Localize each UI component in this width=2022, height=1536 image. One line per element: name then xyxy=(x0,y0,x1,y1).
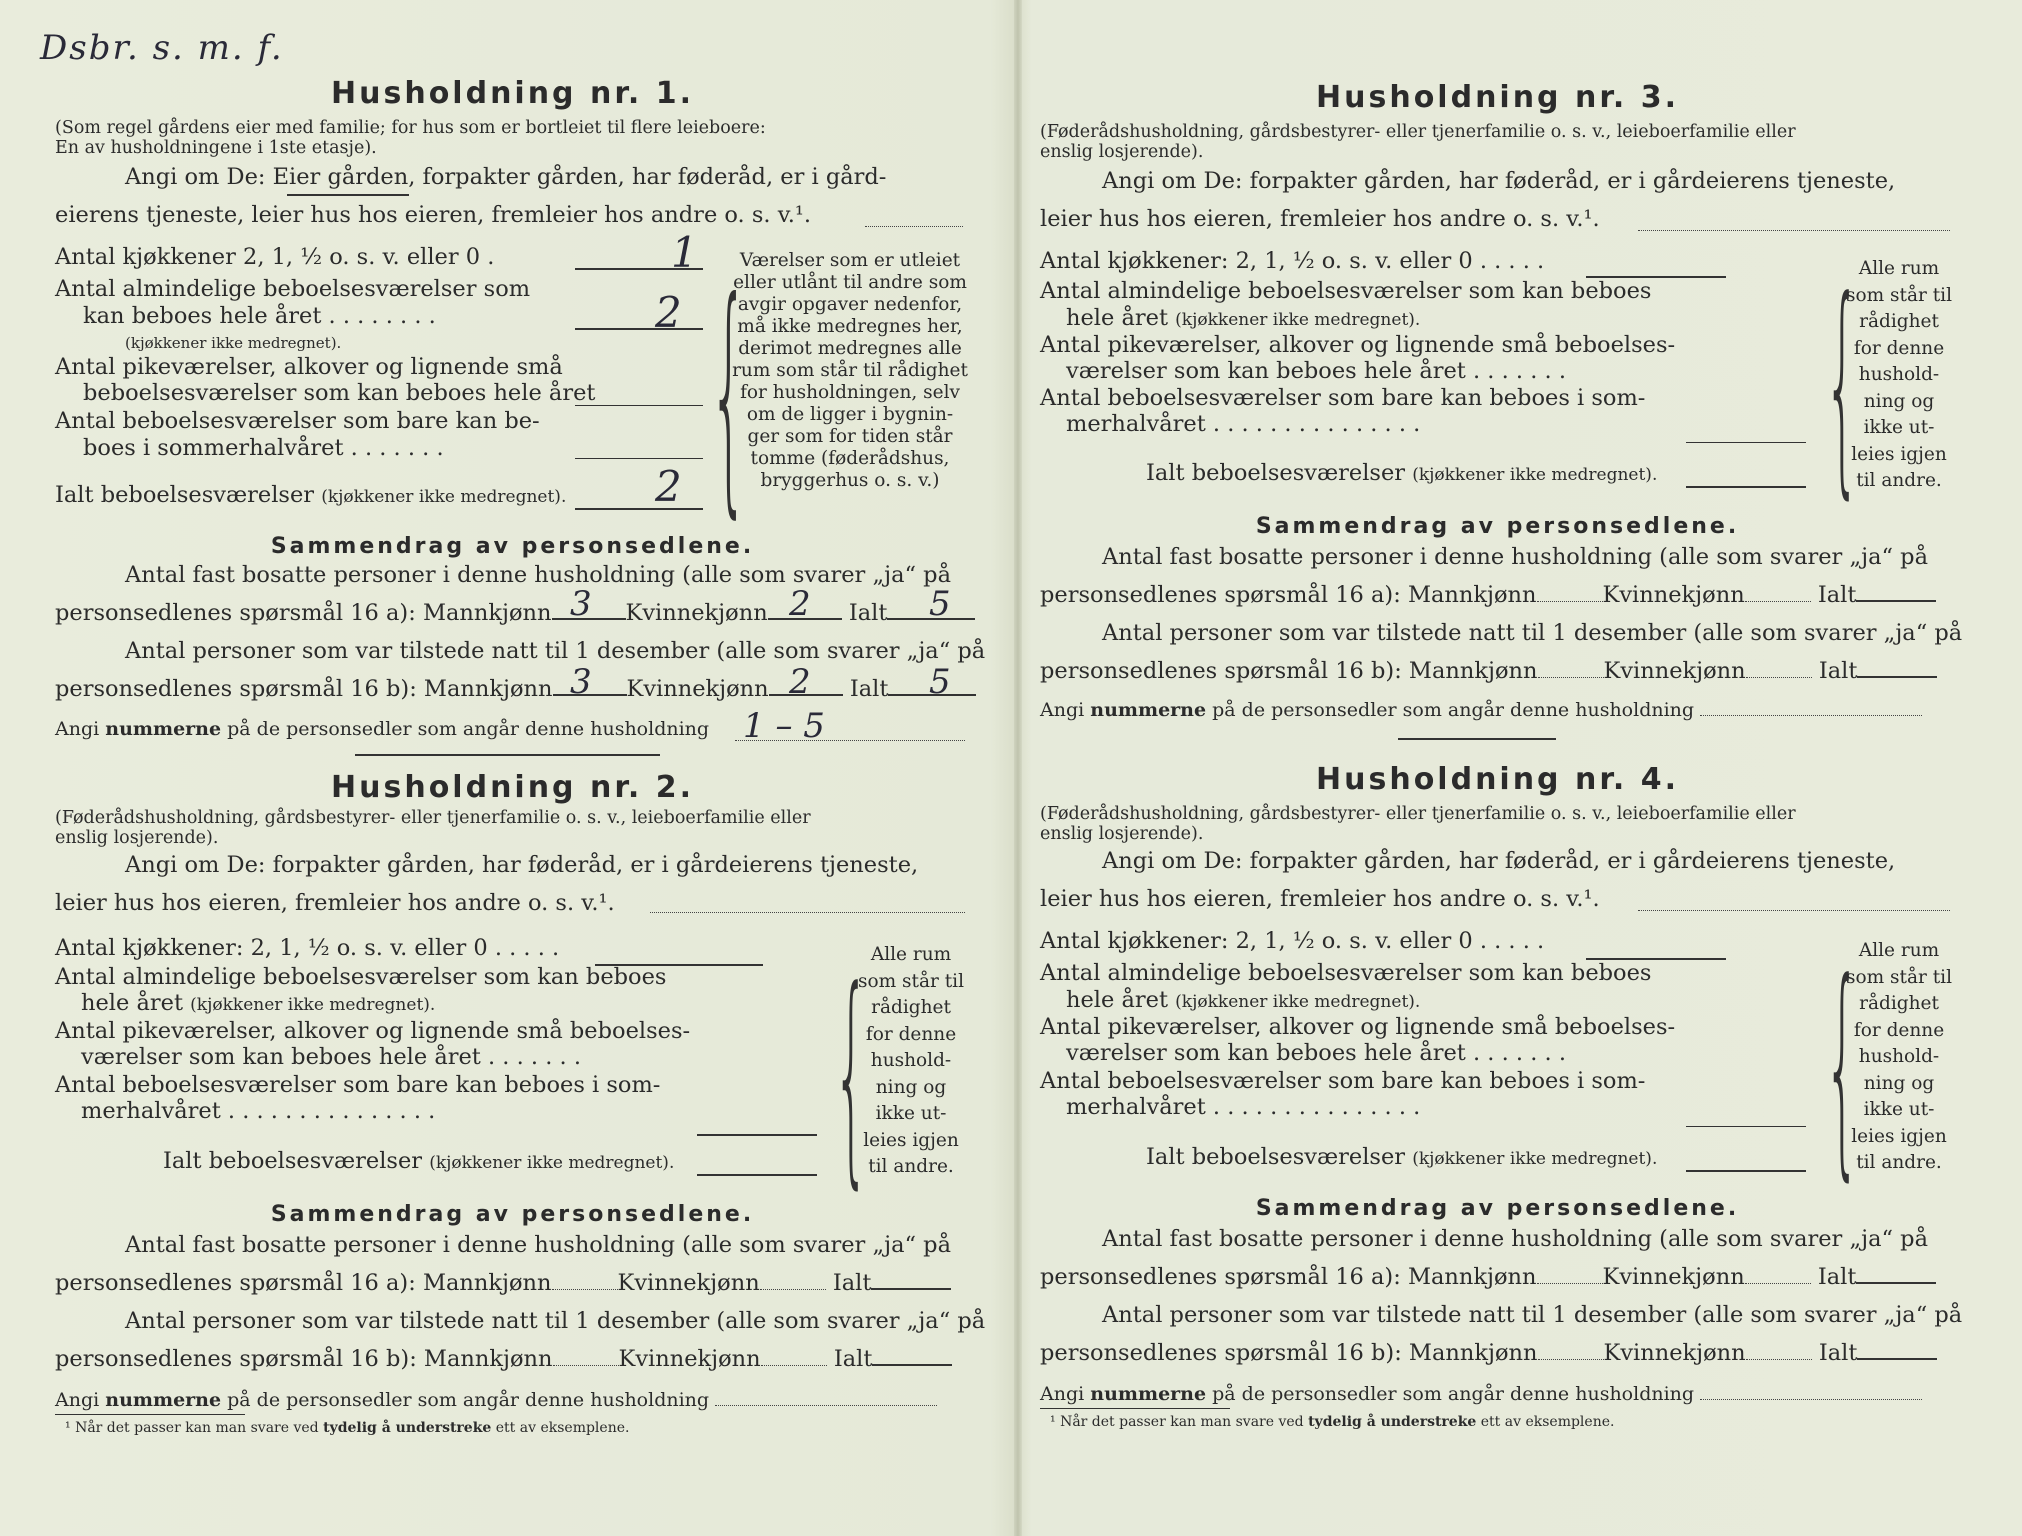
h4-ialt-label: Ialt beboelsesværelser xyxy=(1146,1144,1406,1170)
h2-nummer-row xyxy=(55,1388,937,1411)
h3-s2b-label: personsedlenes spørsmål 16 b): Mannkjønn xyxy=(1040,658,1538,684)
footnote-left xyxy=(65,1420,629,1436)
h4-side-note-line: som står til xyxy=(1846,966,1953,988)
h1-side-note-line: må ikke medregnes her, xyxy=(737,316,963,337)
h2-side-note-line: til andre. xyxy=(868,1156,954,1177)
h1-s1b-kvinne-label: Kvinnekjønn xyxy=(625,600,768,626)
h1-a-kvinne: 2 xyxy=(789,584,811,624)
h1-nummer-pre: Angi xyxy=(55,718,100,740)
h1-sommer-line[interactable] xyxy=(575,458,703,459)
h1-side-note-line: for husholdningen, selv xyxy=(740,382,960,403)
h4-s1b-kvinne-label: Kvinnekjønn xyxy=(1602,1264,1745,1290)
h3-s2a: Antal personer som var tilstede natt til 1 desember (alle som svarer „ja“ på xyxy=(1102,620,1963,646)
h3-rooms-label-b-row xyxy=(1040,305,1420,331)
h3-ialt-line[interactable] xyxy=(1686,486,1806,488)
h4-angi-line-2: leier hus hos eieren, fremleier hos andre o. s. v.¹. xyxy=(1040,886,1600,912)
h2-angi-line-1: Angi om De: forpakter gården, har føderåd, er i gårdeierens tjeneste, xyxy=(125,852,919,878)
h2-nummer-bold: nummerne xyxy=(105,1389,222,1411)
h3-rooms-note: (kjøkkener ikke medregnet). xyxy=(1175,310,1421,330)
h1-rooms-label-a: Antal almindelige beboelsesværelser som xyxy=(55,276,531,302)
h2-ialt-row xyxy=(163,1148,674,1174)
h3-s1a: Antal fast bosatte personer i denne husholdning (alle som svarer „ja“ på xyxy=(1102,544,1928,570)
right-page xyxy=(1040,0,1963,1536)
h2-rooms-label-b-row xyxy=(55,990,435,1016)
h3-brace: { xyxy=(1824,252,1861,519)
h1-side-note-line: rum som står til rådighet xyxy=(732,360,968,381)
h3-angi-line-2: leier hus hos eieren, fremleier hos andre o. s. v.¹. xyxy=(1040,206,1600,232)
h3-angi-answer-line[interactable] xyxy=(1638,230,1950,231)
h2-side-note-line: rådighet xyxy=(871,997,951,1018)
h3-pike-label-b: værelser som kan beboes hele året . . . . . . . xyxy=(1066,358,1566,384)
h1-s2b-label: personsedlenes spørsmål 16 b): Mannkjønn xyxy=(55,676,553,702)
h2-side-note-line: leies igjen xyxy=(863,1129,959,1151)
h3-side-note-line: som står til xyxy=(1846,284,1953,306)
h4-ialt-note: (kjøkkener ikke medregnet). xyxy=(1412,1149,1658,1169)
footnote-right-pre: ¹ Når det passer kan man svare ved xyxy=(1050,1414,1304,1430)
h2-rooms-label-a: Antal almindelige beboelsesværelser som kan beboes xyxy=(55,964,667,990)
h3-sommer-line[interactable] xyxy=(1686,442,1806,443)
h1-side-note-line: derimot medregnes alle xyxy=(738,338,962,359)
h4-s2b-ialt-label: Ialt xyxy=(1818,1340,1858,1366)
h2-side-note xyxy=(855,942,967,1181)
h3-rooms-label-b: hele året xyxy=(1066,305,1168,331)
h2-rooms-note: (kjøkkener ikke medregnet). xyxy=(190,995,436,1015)
h2-sommer-line[interactable] xyxy=(697,1134,817,1136)
h1-side-note-line: avgir opgaver nedenfor, xyxy=(737,294,963,315)
footnote-right-bold: tydelig å understreke xyxy=(1308,1414,1477,1430)
h4-ialt-line[interactable] xyxy=(1686,1170,1806,1172)
h2-pike-label-b: værelser som kan beboes hele året . . . . . . . xyxy=(81,1044,581,1070)
h1-side-note-line: ger som for tiden står xyxy=(747,426,953,447)
h3-sommer-label-b: merhalvåret . . . . . . . . . . . . . . . xyxy=(1066,411,1421,437)
h2-s2a: Antal personer som var tilstede natt til 1 desember (alle som svarer „ja“ på xyxy=(125,1308,986,1334)
h1-side-note-line: om de ligger i bygnin- xyxy=(746,404,954,425)
h1-pike-line[interactable] xyxy=(575,405,703,406)
h2-s2b-ialt-label: Ialt xyxy=(833,1346,873,1372)
h1-ialt-label: Ialt beboelsesværelser xyxy=(55,482,315,508)
h2-side-note-line: ikke ut- xyxy=(875,1103,947,1124)
h1-rooms-note: (kjøkkener ikke medregnet). xyxy=(125,334,342,352)
h1-side-note-line: Værelser som er utleiet xyxy=(739,250,961,271)
h4-side-note-line: leies igjen xyxy=(1851,1125,1947,1147)
h4-s2a: Antal personer som var tilstede natt til 1 desember (alle som svarer „ja“ på xyxy=(1102,1302,1963,1328)
h1-nummer-bold: nummerne xyxy=(105,718,222,740)
h2-side-note-line: for denne xyxy=(865,1023,957,1045)
h4-sommer-line[interactable] xyxy=(1686,1126,1806,1127)
h2-nummer-pre: Angi xyxy=(55,1389,100,1411)
h3-side-note xyxy=(1846,256,1952,495)
h1-note-2: En av husholdningene i 1ste etasje). xyxy=(55,138,377,158)
h3-side-note-line: til andre. xyxy=(1856,470,1942,491)
h1-pike-label-a: Antal pikeværelser, alkover og lignende små xyxy=(55,354,563,380)
h2-note-1: (Føderådshusholdning, gårdsbestyrer- eller tjenerfamilie o. s. v., leieboerfamilie eller xyxy=(55,808,811,828)
h3-ialt-row xyxy=(1146,460,1657,486)
h3-side-note-line: Alle rum xyxy=(1858,258,1940,279)
h4-nummer-post: på de personsedler som angår denne husholdning xyxy=(1212,1383,1695,1405)
footnote-rule-left xyxy=(55,1414,245,1415)
h2-s1b-ialt-label: Ialt xyxy=(832,1270,872,1296)
h4-note-2: enslig losjerende). xyxy=(1040,824,1204,844)
h1-rooms-value: 2 xyxy=(655,288,682,337)
h4-rooms-label-b-row xyxy=(1040,987,1420,1013)
h1-nummer-row xyxy=(55,718,709,740)
h1-side-note-line: tomme (føderådshus, xyxy=(750,448,950,469)
h4-title: Husholdning nr. 4. xyxy=(1316,762,1679,797)
h3-nummer-pre: Angi xyxy=(1040,699,1085,721)
h1-side-note-line: bryggerhus o. s. v.) xyxy=(760,470,940,491)
h1-s2a: Antal personer som var tilstede natt til 1 desember (alle som svarer „ja“ på xyxy=(125,638,986,664)
h4-sommer-label-a: Antal beboelsesværelser som bare kan beboes i som- xyxy=(1040,1068,1646,1094)
footnote-right-post: ett av eksemplene. xyxy=(1480,1414,1615,1430)
h1-side-note xyxy=(731,250,969,492)
h4-nummer-row xyxy=(1040,1382,1922,1405)
h2-nummer-post: på de personsedler som angår denne husholdning xyxy=(227,1389,710,1411)
h1-s1b-label: personsedlenes spørsmål 16 a): Mannkjønn xyxy=(55,600,552,626)
h4-ialt-row xyxy=(1146,1144,1657,1170)
h3-side-note-line: rådighet xyxy=(1859,311,1939,332)
h4-side-note-line: ikke ut- xyxy=(1863,1099,1935,1120)
h4-s1a: Antal fast bosatte personer i denne husholdning (alle som svarer „ja“ på xyxy=(1102,1226,1928,1252)
footnote-rule-right xyxy=(1040,1408,1230,1409)
h4-s1b-label: personsedlenes spørsmål 16 a): Mannkjønn xyxy=(1040,1264,1537,1290)
h4-side-note-line: for denne xyxy=(1853,1019,1945,1041)
h3-nummer-bold: nummerne xyxy=(1090,699,1207,721)
h3-note-1: (Føderådshusholdning, gårdsbestyrer- eller tjenerfamilie o. s. v., leieboerfamilie eller xyxy=(1040,122,1796,142)
h3-nummer-row xyxy=(1040,698,1922,721)
h1-ialt-value: 2 xyxy=(655,462,682,511)
h4-nummer-bold: nummerne xyxy=(1090,1383,1207,1405)
h3-nummer-post: på de personsedler som angår denne husholdning xyxy=(1212,699,1695,721)
h4-side-note-line: Alle rum xyxy=(1858,940,1940,961)
h2-rooms-label-b: hele året xyxy=(81,990,183,1016)
h4-pike-label-b: værelser som kan beboes hele året . . . . . . . xyxy=(1066,1040,1566,1066)
h1-angi-line-2: eierens tjeneste, leier hus hos eieren, fremleier hos andre o. s. v.¹. xyxy=(55,202,812,228)
h1-brace: { xyxy=(709,248,749,539)
h1-sommer-label-b: boes i sommerhalvåret . . . . . . . xyxy=(83,435,444,461)
h2-s1a: Antal fast bosatte personer i denne husholdning (alle som svarer „ja“ på xyxy=(125,1232,951,1258)
h1-s1a: Antal fast bosatte personer i denne husholdning (alle som svarer „ja“ på xyxy=(125,562,951,588)
h1-note-1: (Som regel gårdens eier med familie; for hus som er bortleiet til flere leieboere: xyxy=(55,118,766,138)
h3-s1b-label: personsedlenes spørsmål 16 a): Mannkjønn xyxy=(1040,582,1537,608)
h3-s1b-ialt-label: Ialt xyxy=(1817,582,1857,608)
h3-s1b-row xyxy=(1040,582,1936,608)
h2-s1b-kvinne-label: Kvinnekjønn xyxy=(617,1270,760,1296)
h4-s2b-label: personsedlenes spørsmål 16 b): Mannkjønn xyxy=(1040,1340,1538,1366)
h4-summary-title: Sammendrag av personsedlene. xyxy=(1255,1196,1740,1221)
h3-h4-divider xyxy=(1398,738,1556,740)
h4-rooms-label-b: hele året xyxy=(1066,987,1168,1013)
footnote-left-bold: tydelig å understreke xyxy=(323,1420,492,1436)
h1-summary-title: Sammendrag av personsedlene. xyxy=(270,534,755,559)
h1-ialt-note: (kjøkkener ikke medregnet). xyxy=(321,487,567,507)
h2-side-note-line: Alle rum xyxy=(870,944,952,965)
h4-rooms-note: (kjøkkener ikke medregnet). xyxy=(1175,992,1421,1012)
h4-angi-answer-line[interactable] xyxy=(1638,910,1950,911)
h1-s1b-row xyxy=(55,600,975,626)
h4-note-1: (Føderådshusholdning, gårdsbestyrer- eller tjenerfamilie o. s. v., leieboerfamilie eller xyxy=(1040,804,1796,824)
footnote-left-post: ett av eksemplene. xyxy=(495,1420,630,1436)
h1-nummer-post: på de personsedler som angår denne husholdning xyxy=(227,718,710,740)
h3-side-note-line: for denne xyxy=(1853,337,1945,359)
h2-kitchens-label: Antal kjøkkener: 2, 1, ½ o. s. v. eller 0 . . . . . xyxy=(55,935,560,961)
h4-kitchens-label: Antal kjøkkener: 2, 1, ½ o. s. v. eller 0 . . . . . xyxy=(1040,928,1545,954)
h1-side-note-line: eller utlånt til andre som xyxy=(733,272,967,293)
h3-sommer-label-a: Antal beboelsesværelser som bare kan beboes i som- xyxy=(1040,385,1646,411)
h2-angi-line-2: leier hus hos eieren, fremleier hos andre o. s. v.¹. xyxy=(55,890,615,916)
h3-s2b-ialt-label: Ialt xyxy=(1818,658,1858,684)
h3-angi-line-1: Angi om De: forpakter gården, har føderåd, er i gårdeierens tjeneste, xyxy=(1102,168,1896,194)
h4-s2b-kvinne-label: Kvinnekjønn xyxy=(1603,1340,1746,1366)
h3-s2b-kvinne-label: Kvinnekjønn xyxy=(1603,658,1746,684)
h2-ialt-label: Ialt beboelsesværelser xyxy=(163,1148,423,1174)
h3-title: Husholdning nr. 3. xyxy=(1316,80,1679,115)
left-page xyxy=(40,0,986,1536)
footnote-left-pre: ¹ Når det passer kan man svare ved xyxy=(65,1420,319,1436)
h4-brace: { xyxy=(1824,934,1861,1201)
h2-side-note-line: ning og xyxy=(875,1076,947,1098)
h4-s2b-row xyxy=(1040,1340,1937,1366)
h2-side-note-line: hushold- xyxy=(870,1050,952,1071)
h1-s2b-ialt-label: Ialt xyxy=(849,676,889,702)
h2-side-note-line: som står til xyxy=(857,970,964,992)
h3-side-note-line: hushold- xyxy=(1858,364,1940,385)
h4-rooms-label-a: Antal almindelige beboelsesværelser som kan beboes xyxy=(1040,960,1652,986)
h1-sommer-label-a: Antal beboelsesværelser som bare kan be- xyxy=(55,408,540,434)
h4-sommer-label-b: merhalvåret . . . . . . . . . . . . . . . xyxy=(1066,1094,1421,1120)
h3-side-note-line: ning og xyxy=(1863,390,1935,412)
h3-side-note-line: leies igjen xyxy=(1851,443,1947,465)
h2-ialt-line[interactable] xyxy=(697,1174,817,1176)
h4-angi-line-1: Angi om De: forpakter gården, har føderåd, er i gårdeierens tjeneste, xyxy=(1102,848,1896,874)
h3-note-2: enslig losjerende). xyxy=(1040,142,1204,162)
h3-s1b-kvinne-label: Kvinnekjønn xyxy=(1602,582,1745,608)
h2-s1b-label: personsedlenes spørsmål 16 a): Mannkjønn xyxy=(55,1270,552,1296)
h3-s2b-row xyxy=(1040,658,1937,684)
h4-side-note xyxy=(1846,938,1952,1177)
h1-title: Husholdning nr. 1. xyxy=(331,76,694,111)
h2-pike-label-a: Antal pikeværelser, alkover og lignende små beboelses- xyxy=(55,1018,691,1044)
h4-side-note-line: ning og xyxy=(1863,1072,1935,1094)
h3-summary-title: Sammendrag av personsedlene. xyxy=(1255,514,1740,539)
h1-b-kvinne: 2 xyxy=(789,662,811,702)
h1-kitchens-value: 1 xyxy=(671,228,698,277)
h2-s2b-row xyxy=(55,1346,952,1372)
h1-eier-underline xyxy=(287,194,409,196)
h1-rooms-line[interactable] xyxy=(575,328,703,330)
h1-pike-label-b: beboelsesværelser som kan beboes hele året xyxy=(83,380,596,406)
h2-summary-title: Sammendrag av personsedlene. xyxy=(270,1202,755,1227)
h1-nummer-value: 1 – 5 xyxy=(743,706,825,746)
h1-b-ialt: 5 xyxy=(929,662,951,702)
h1-ialt-line[interactable] xyxy=(575,508,703,510)
h3-pike-label-a: Antal pikeværelser, alkover og lignende små beboelses- xyxy=(1040,332,1676,358)
h1-a-mann: 3 xyxy=(570,584,592,624)
h1-angi-line-1: Angi om De: Eier gården, forpakter gården, har føderåd, er i gård- xyxy=(125,164,887,190)
h3-ialt-note: (kjøkkener ikke medregnet). xyxy=(1412,465,1658,485)
h4-s1b-row xyxy=(1040,1264,1936,1290)
h2-angi-answer-line[interactable] xyxy=(650,912,965,913)
h4-side-note-line: hushold- xyxy=(1858,1046,1940,1067)
h1-kitchens-label: Antal kjøkkener 2, 1, ½ o. s. v. eller 0 . xyxy=(55,244,495,270)
h1-rooms-label-b: kan beboes hele året . . . . . . . . xyxy=(83,303,436,329)
h2-brace: { xyxy=(833,942,870,1209)
h4-nummer-pre: Angi xyxy=(1040,1383,1085,1405)
h2-s1b-row xyxy=(55,1270,951,1296)
h2-note-2: enslig losjerende). xyxy=(55,828,219,848)
h4-side-note-line: rådighet xyxy=(1859,993,1939,1014)
h2-ialt-note: (kjøkkener ikke medregnet). xyxy=(429,1153,675,1173)
page-fold xyxy=(1014,0,1022,1536)
h2-title: Husholdning nr. 2. xyxy=(331,770,694,805)
h3-side-note-line: ikke ut- xyxy=(1863,417,1935,438)
h1-a-ialt: 5 xyxy=(929,584,951,624)
h3-rooms-label-a: Antal almindelige beboelsesværelser som kan beboes xyxy=(1040,278,1652,304)
h1-b-mann: 3 xyxy=(570,662,592,702)
h1-s1b-ialt-label: Ialt xyxy=(848,600,888,626)
h2-s2b-label: personsedlenes spørsmål 16 b): Mannkjønn xyxy=(55,1346,553,1372)
h1-ialt-row xyxy=(55,482,566,508)
h3-ialt-label: Ialt beboelsesværelser xyxy=(1146,460,1406,486)
h3-kitchens-label: Antal kjøkkener: 2, 1, ½ o. s. v. eller 0 . . . . . xyxy=(1040,248,1545,274)
h2-sommer-label-a: Antal beboelsesværelser som bare kan beboes i som- xyxy=(55,1072,661,1098)
h4-pike-label-a: Antal pikeværelser, alkover og lignende små beboelses- xyxy=(1040,1014,1676,1040)
footnote-right xyxy=(1050,1414,1614,1430)
handwritten-top-note: Dsbr. s. m. f. xyxy=(40,28,284,68)
h1-angi-answer-line[interactable] xyxy=(865,226,963,227)
h1-h2-divider xyxy=(355,754,660,756)
h2-sommer-label-b: merhalvåret . . . . . . . . . . . . . . . xyxy=(81,1098,436,1124)
h2-s2b-kvinne-label: Kvinnekjønn xyxy=(618,1346,761,1372)
h4-s1b-ialt-label: Ialt xyxy=(1817,1264,1857,1290)
h4-side-note-line: til andre. xyxy=(1856,1152,1942,1173)
h1-s2b-row xyxy=(55,676,976,702)
h1-s2b-kvinne-label: Kvinnekjønn xyxy=(626,676,769,702)
